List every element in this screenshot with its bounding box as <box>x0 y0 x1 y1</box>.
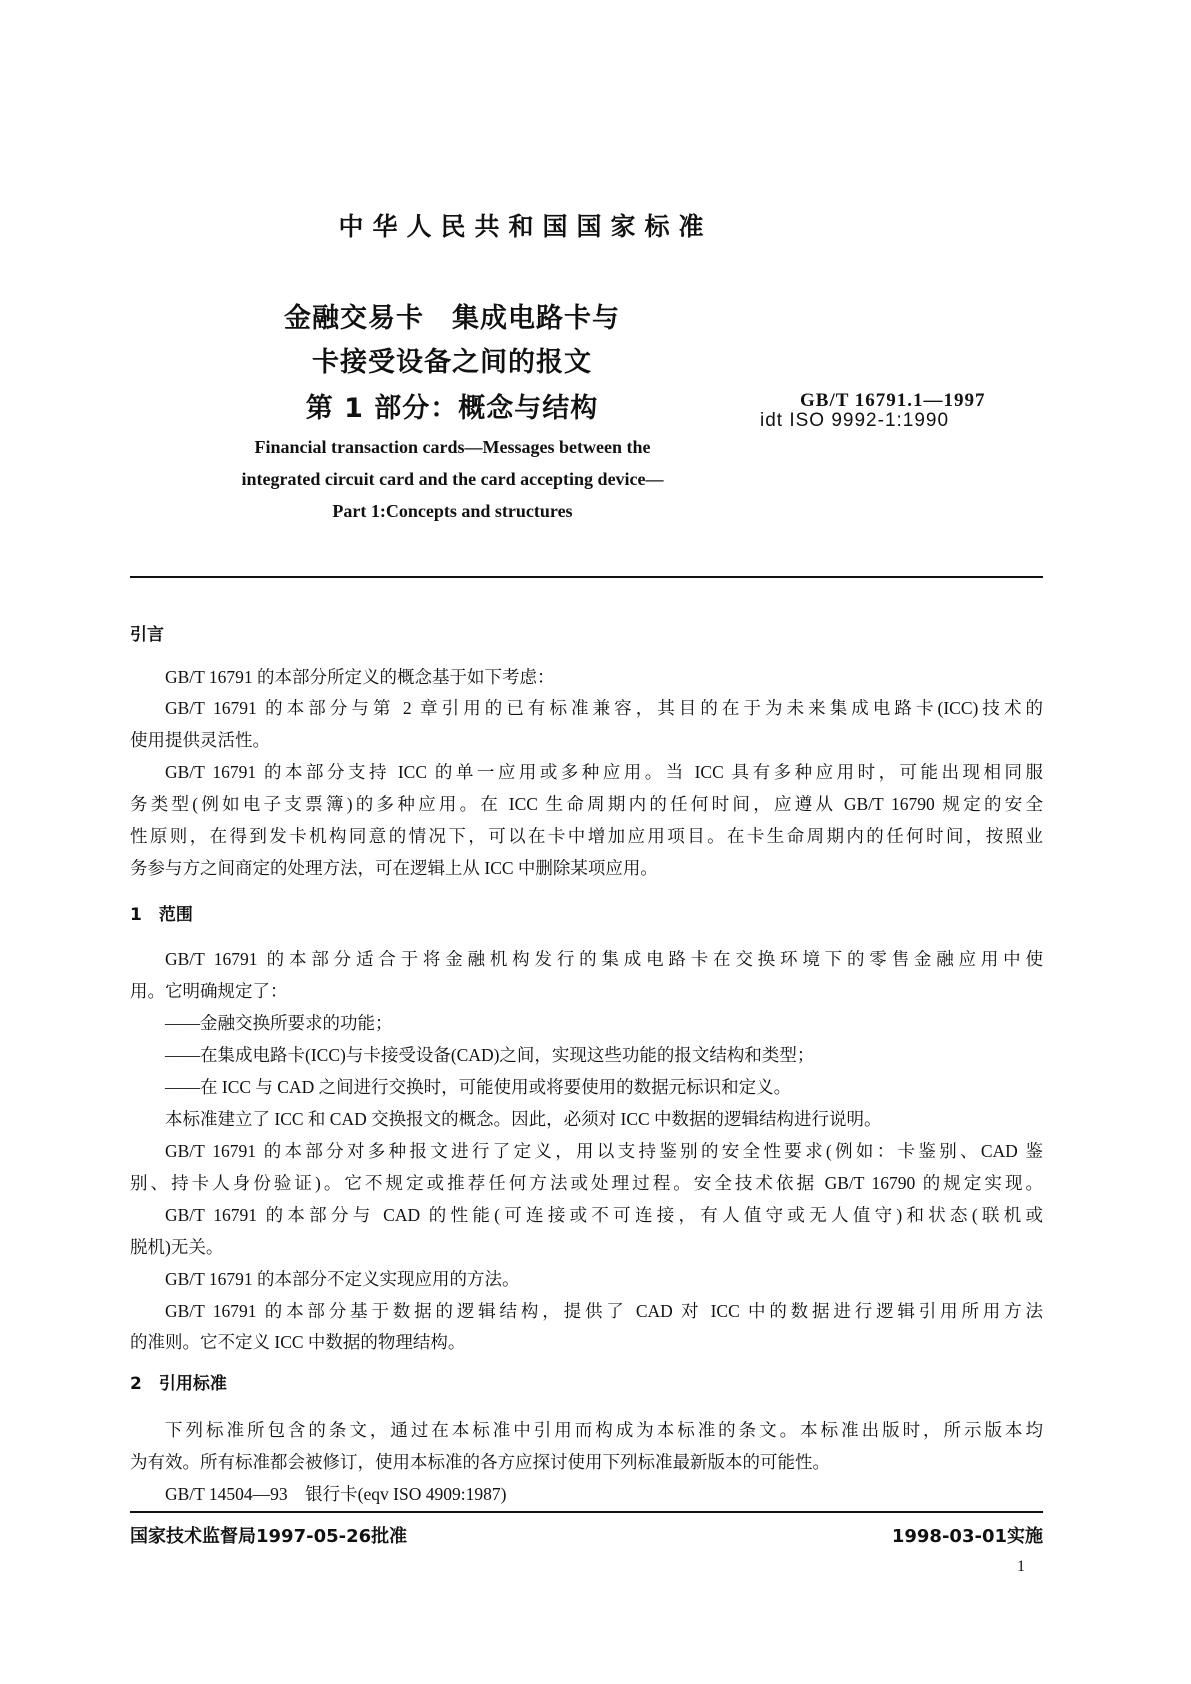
scope-line: ——在集成电路卡(ICC)与卡接受设备(CAD)之间，实现这些功能的报文结构和类型； <box>165 1045 815 1065</box>
refs-line: 为有效。所有标准都会被修订，使用本标准的各方应探讨使用下列标准最新版本的可能性。 <box>130 1452 830 1472</box>
title-cn-line-2: 卡接受设备之间的报文 <box>312 347 592 378</box>
title-en-line-2: integrated circuit card and the card accepting device— <box>241 469 664 489</box>
refs-line: GB/T 14504—93 银行卡(eqv ISO 4909:1987) <box>165 1484 507 1504</box>
title-cn-line-1: 金融交易卡 集成电路卡与 <box>284 303 620 334</box>
effective-date: 1998-03-01实施 <box>891 1526 1043 1547</box>
header-divider <box>130 576 1043 578</box>
footer-divider <box>130 1511 1043 1513</box>
intro-line: 务参与方之间商定的处理方法，可在逻辑上从 ICC 中删除某项应用。 <box>130 858 658 878</box>
idt-code: idt ISO 9992-1:1990 <box>760 410 950 431</box>
approval-date: 国家技术监督局1997-05-26批准 <box>130 1526 408 1547</box>
page-number: 1 <box>1017 1558 1025 1575</box>
intro-line: GB/T 16791 的本部分所定义的概念基于如下考虑： <box>165 667 555 687</box>
intro-line: 性原则，在得到发卡机构同意的情况下，可以在卡中增加应用项目。在卡生命周期内的任何时间，按照业 <box>130 826 1043 846</box>
intro-line: 务类型(例如电子支票簿)的多种应用。在 ICC 生命周期内的任何时间，应遵从 GB/T 16790 规定的安全 <box>130 794 1043 814</box>
refs-line: 下列标准所包含的条文，通过在本标准中引用而构成为本标准的条文。本标准出版时，所示版本均 <box>165 1420 1043 1440</box>
scope-line: GB/T 16791 的本部分基于数据的逻辑结构，提供了 CAD 对 ICC 中的数据进行逻辑引用所用方法 <box>165 1301 1043 1321</box>
scope-line: ——在 ICC 与 CAD 之间进行交换时，可能使用或将要使用的数据元标识和定义。 <box>165 1077 792 1097</box>
scope-line: 的准则。它不定义 ICC 中数据的物理结构。 <box>130 1332 466 1352</box>
intro-heading: 引言 <box>130 625 164 645</box>
scope-line: GB/T 16791 的本部分与 CAD 的性能(可连接或不可连接，有人值守或无人值守)和状态(联机或 <box>165 1205 1043 1225</box>
intro-line: 使用提供灵活性。 <box>130 730 270 750</box>
scope-line: 本标准建立了 ICC 和 CAD 交换报文的概念。因此，必须对 ICC 中数据的逻辑结构进行说明。 <box>165 1109 882 1129</box>
title-en-line-3: Part 1:Concepts and structures <box>332 501 573 521</box>
scope-line: GB/T 16791 的本部分对多种报文进行了定义，用以支持鉴别的安全性要求(例如：卡鉴别、CAD 鉴 <box>165 1141 1043 1161</box>
intro-line: GB/T 16791 的本部分与第 2 章引用的已有标准兼容，其目的在于为未来集成电路卡(ICC)技术的 <box>165 698 1043 718</box>
title-cn-line-3: 第 1 部分：概念与结构 <box>305 393 599 424</box>
scope-heading: 1 范围 <box>130 905 193 925</box>
intro-line: GB/T 16791 的本部分支持 ICC 的单一应用或多种应用。当 ICC 具有多种应用时，可能出现相同服 <box>165 762 1043 782</box>
scope-line: GB/T 16791 的本部分适合于将金融机构发行的集成电路卡在交换环境下的零售金融应用中使 <box>165 949 1043 969</box>
standard-code: GB/T 16791.1—1997 <box>800 390 986 411</box>
scope-line: 别、持卡人身份验证)。它不规定或推荐任何方法或处理过程。安全技术依据 GB/T 16790 的规定实现。 <box>130 1173 1043 1193</box>
national-standard-label: 中华人民共和国国家标准 <box>338 212 713 241</box>
title-en-line-1: Financial transaction cards—Messages between the <box>254 437 651 457</box>
scope-line: 脱机)无关。 <box>130 1237 224 1257</box>
scope-line: GB/T 16791 的本部分不定义实现应用的方法。 <box>165 1269 520 1289</box>
scope-line: ——金融交换所要求的功能； <box>165 1013 393 1033</box>
scope-line: 用。它明确规定了： <box>130 981 288 1001</box>
refs-heading: 2 引用标准 <box>130 1374 227 1394</box>
